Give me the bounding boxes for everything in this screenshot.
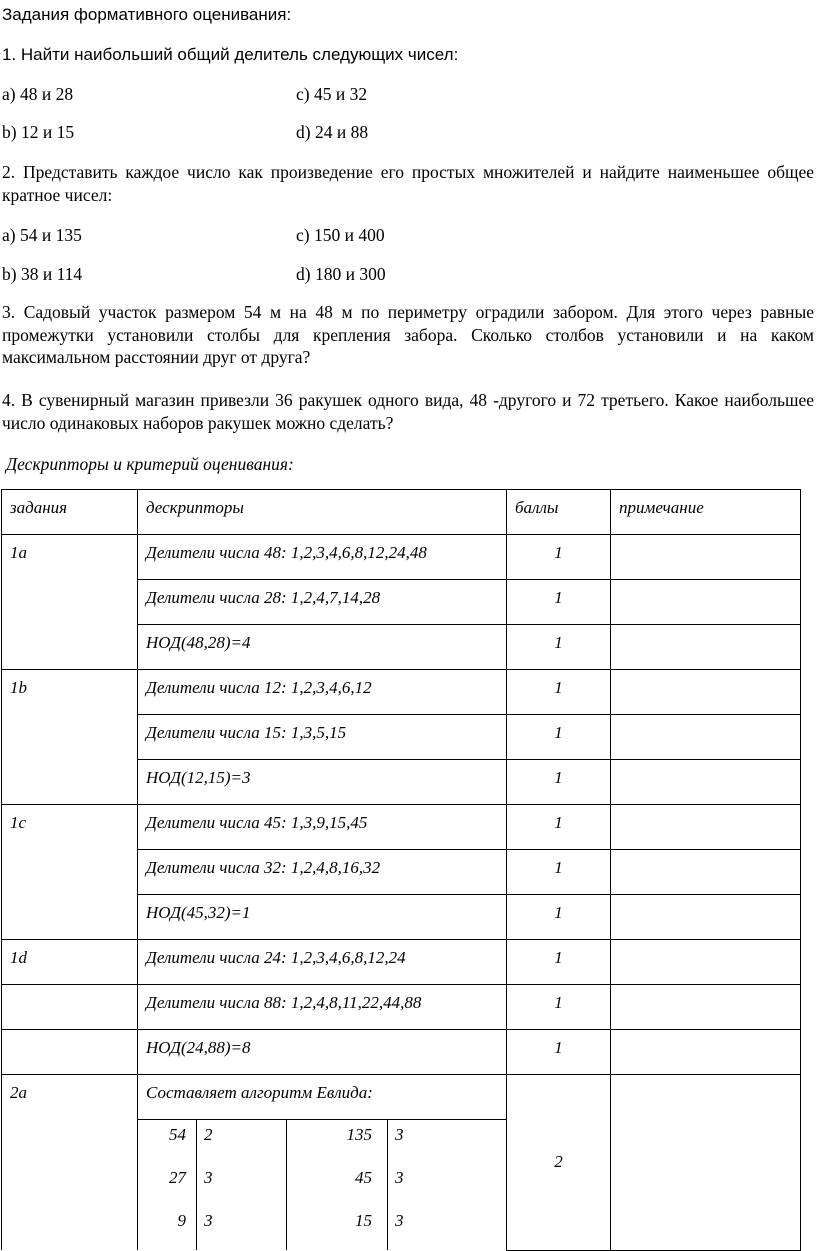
score-cell: 1	[507, 805, 611, 850]
score-cell: 1	[507, 895, 611, 940]
table-header-row	[2, 490, 801, 535]
descriptor-cell: НОД(48,28)=4	[138, 625, 507, 670]
divider-column-separator	[286, 1120, 287, 1250]
task-cell: 1a	[2, 535, 138, 670]
note-cell	[611, 1030, 801, 1075]
left-factor: 2	[204, 1125, 213, 1144]
note-cell	[611, 580, 801, 625]
task-cell: 2a	[2, 1075, 138, 1251]
note-cell	[611, 670, 801, 715]
descriptor-cell: Делители числа 48: 1,2,3,4,6,8,12,24,48	[138, 535, 507, 580]
left-factor: 3	[204, 1168, 213, 1187]
note-cell	[611, 805, 801, 850]
right-number: 15	[355, 1211, 372, 1230]
score-cell: 1	[507, 850, 611, 895]
score-cell: 1	[507, 1030, 611, 1075]
note-cell	[611, 1075, 801, 1251]
task1-c: c) 45 и 32	[296, 84, 368, 104]
left-number: 9	[177, 1211, 186, 1230]
heading: Задания формативного оценивания:	[2, 5, 292, 24]
descriptor-cell: Делители числа 32: 1,2,4,8,16,32	[138, 850, 507, 895]
algorithm-cell	[138, 1120, 507, 1251]
task-cell-empty	[2, 985, 138, 1030]
task2-c: c) 150 и 400	[296, 225, 385, 245]
score-cell: 1	[507, 760, 611, 805]
task-cell: 1d	[2, 940, 138, 985]
note-cell	[611, 760, 801, 805]
descriptor-cell: Составляет алгоритм Евлида:	[138, 1075, 507, 1120]
descriptor-cell: Делители числа 88: 1,2,4,8,11,22,44,88	[138, 985, 507, 1030]
task2-title: 2. Представить каждое число как произведение его простых множителей и найдите наименьшее общее кратное чисел:	[2, 162, 814, 205]
descriptor-cell: НОД(45,32)=1	[138, 895, 507, 940]
criteria-title: Дескрипторы и критерий оценивания:	[6, 454, 294, 474]
divider-line-right	[387, 1120, 388, 1250]
note-cell	[611, 940, 801, 985]
right-number: 135	[346, 1125, 372, 1144]
task1-b: b) 12 и 15	[2, 122, 75, 142]
right-factor: 3	[395, 1168, 404, 1187]
descriptor-cell: НОД(24,88)=8	[138, 1030, 507, 1075]
note-cell	[611, 850, 801, 895]
header-note: примечание	[611, 490, 801, 535]
descriptor-cell: Делители числа 24: 1,2,3,4,6,8,12,24	[138, 940, 507, 985]
right-factor: 3	[395, 1125, 404, 1144]
header-descriptors: дескрипторы	[138, 490, 507, 535]
task1-title: 1. Найти наибольший общий делитель следующих чисел:	[2, 45, 459, 64]
descriptor-cell: Делители числа 45: 1,3,9,15,45	[138, 805, 507, 850]
note-cell	[611, 895, 801, 940]
left-number: 27	[169, 1168, 186, 1187]
note-cell	[611, 985, 801, 1030]
score-cell: 1	[507, 535, 611, 580]
header-task: задания	[2, 490, 138, 535]
task-cell: 1c	[2, 805, 138, 940]
left-number: 54	[169, 1125, 186, 1144]
task4: 4. В сувенирный магазин привезли 36 ракушек одного вида, 48 -другого и 72 третьего. Какое наибольшее число одинаковых наборов ракушек можно сделать?	[2, 390, 814, 433]
descriptor-cell: Делители числа 15: 1,3,5,15	[138, 715, 507, 760]
table-row	[2, 985, 801, 1030]
divider-line-left	[196, 1120, 197, 1250]
note-cell	[611, 715, 801, 760]
task2-d: d) 180 и 300	[296, 264, 386, 284]
task1-a: a) 48 и 28	[2, 84, 74, 104]
note-cell	[611, 535, 801, 580]
right-factor: 3	[395, 1211, 404, 1230]
score-cell: 1	[507, 715, 611, 760]
descriptor-cell: НОД(12,15)=3	[138, 760, 507, 805]
task3: 3. Садовый участок размером 54 м на 48 м по периметру оградили забором. Для этого через равные промежутки установили столбы для крепления забора. Сколько столбов установили и на каком максимальном расстоянии друг от друга?	[2, 302, 814, 367]
descriptor-cell: Делители числа 12: 1,2,3,4,6,12	[138, 670, 507, 715]
left-factor: 3	[204, 1211, 213, 1230]
task2-b: b) 38 и 114	[2, 264, 83, 284]
score-cell: 2	[507, 1075, 611, 1251]
score-cell: 1	[507, 940, 611, 985]
table-row	[2, 940, 801, 985]
score-cell: 1	[507, 985, 611, 1030]
score-cell: 1	[507, 625, 611, 670]
euclid-columns	[138, 1120, 506, 1250]
score-cell: 1	[507, 580, 611, 625]
right-number: 45	[355, 1168, 372, 1187]
task-cell: 1b	[2, 670, 138, 805]
criteria-table	[1, 489, 801, 1251]
table-row	[2, 535, 801, 580]
header-score: баллы	[507, 490, 611, 535]
note-cell	[611, 625, 801, 670]
descriptor-cell: Делители числа 28: 1,2,4,7,14,28	[138, 580, 507, 625]
table-row	[2, 805, 801, 850]
table-row-2a	[2, 1075, 801, 1120]
score-cell: 1	[507, 670, 611, 715]
task-cell-empty	[2, 1030, 138, 1075]
table-row	[2, 1030, 801, 1075]
task2-a: a) 54 и 135	[2, 225, 82, 245]
table-row	[2, 670, 801, 715]
task1-d: d) 24 и 88	[296, 122, 369, 142]
